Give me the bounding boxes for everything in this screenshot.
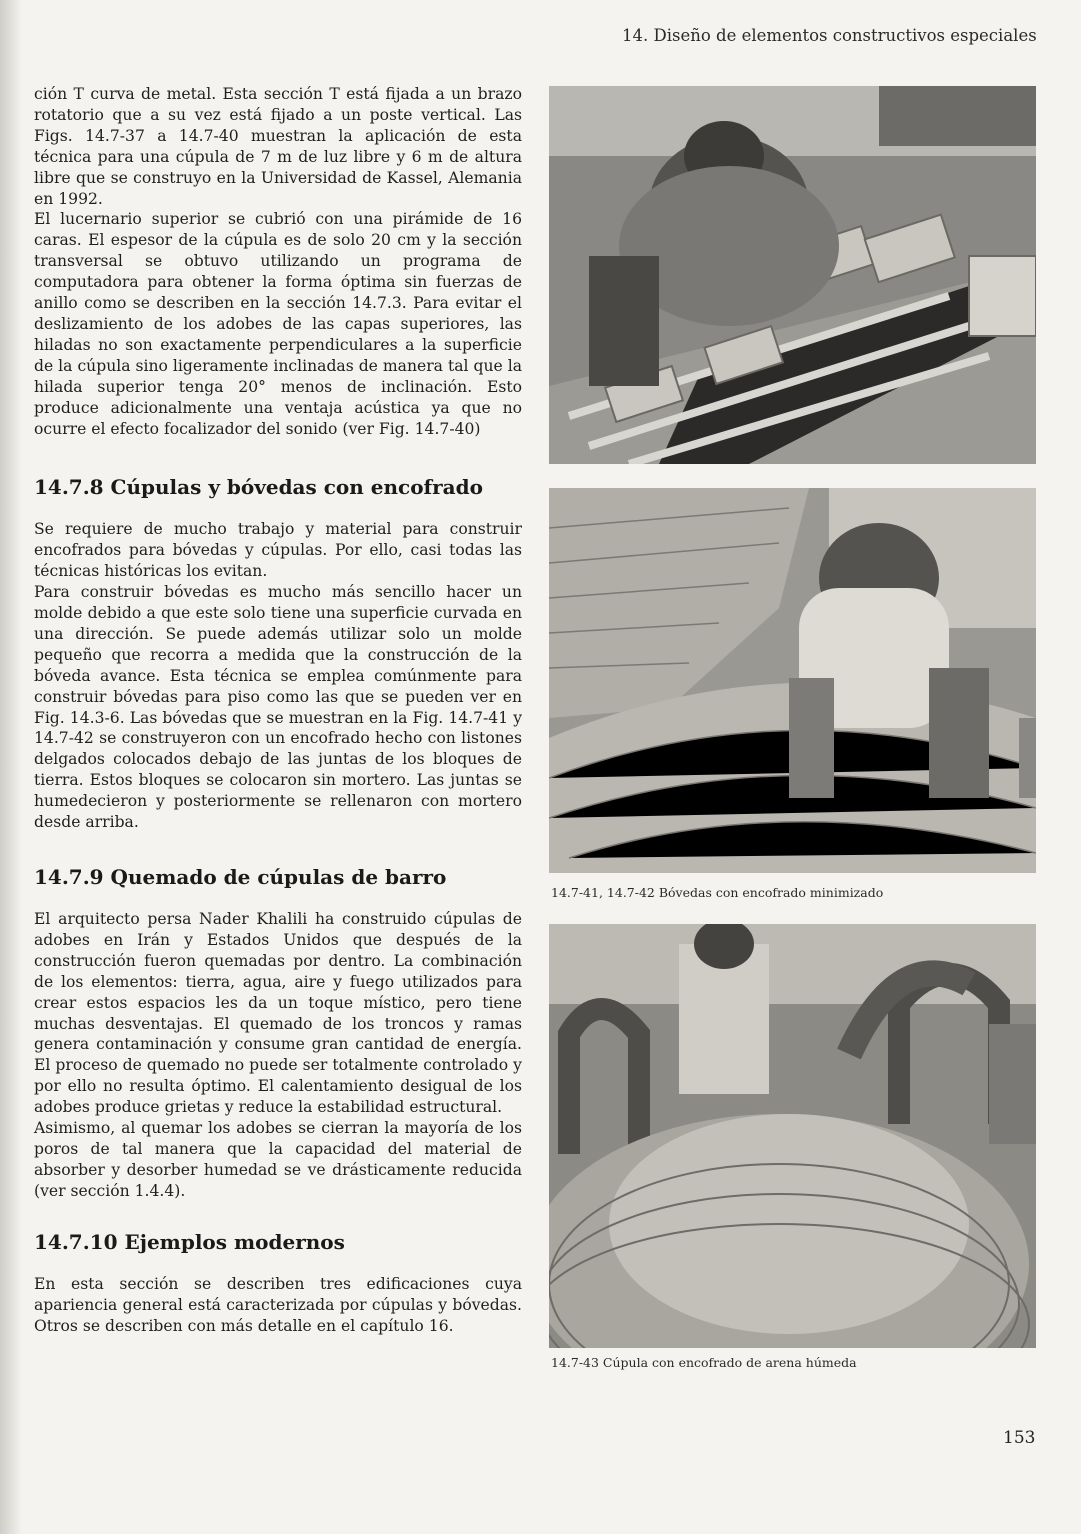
heading-14-7-10: 14.7.10 Ejemplos modernos — [34, 1229, 345, 1254]
paragraph-2: El lucernario superior se cubrió con una pirámide de 16 caras. El espesor de la cúpula es de solo 20 cm y la sección transversal se obtuvo utilizando un programa de computadora para obtener la forma óptima sin fuerzas de anillo como se describen en la sección 14.7.3. Para evitar el deslizamiento de los adobes de las capas superiores, las hiladas no son exactamente perpendiculares a la superficie de la cúpula sino ligeramente inclinadas de manera tal que la hilada superior tenga 20° menos de inclinación. Esto produce adicionalmente una ventaja acústica ya que no ocurre el efecto focalizador del sonido (ver Fig. 14.7-40) — [34, 210, 522, 438]
caption-fig-14-7-41-42: 14.7-41, 14.7-42 Bóvedas con encofrado minimizado — [551, 885, 884, 900]
photo-vault-worker — [549, 488, 1036, 873]
paragraph-6: Asimismo, al quemar los adobes se cierran la mayoría de los poros de tal manera que la capacidad del material de absorber y desorber humedad se ve drásticamente reducida (ver sección 1.4.4). — [34, 1119, 522, 1200]
page-number: 153 — [1003, 1428, 1036, 1448]
paragraph-3: Se requiere de mucho trabajo y material para construir encofrados para bóvedas y cúpulas. Por ello, casi todas las técnicas históricas los evitan. — [34, 520, 522, 581]
paragraph-7: En esta sección se describen tres edificaciones cuya apariencia general está caracterizada por cúpulas y bóvedas. Otros se describen con más detalle en el capítulo 16. — [34, 1274, 522, 1335]
photo-vault-formwork-top — [549, 86, 1036, 464]
photo-vault-formwork-top-image — [549, 86, 1036, 464]
heading-14-7-8: 14.7.8 Cúpulas y bóvedas con encofrado — [34, 475, 483, 500]
paragraph-5: El arquitecto persa Nader Khalili ha construido cúpulas de adobes en Irán y Estados Unidos que después de la construcción fueron quemadas por dentro. La combinación de los elementos: tierra, agua, aire y fuego utilizados para crear estos espacios les da un toque místico, pero tiene muchas desventajas. El quemado de los troncos y ramas genera contaminación y consume gran cantidad de energía. El proceso de quemado no puede ser totalmente controlado y por ello no resulta óptimo. El calentamiento desigual de los adobes produce grietas y reduce la estabilidad estructural. — [34, 910, 522, 1117]
heading-14-7-9: 14.7.9 Quemado de cúpulas de barro — [34, 865, 447, 889]
photo-dome-sand-formwork-image — [549, 924, 1036, 1348]
photo-vault-worker-image — [549, 488, 1036, 873]
paragraph-1: ción T curva de metal. Esta sección T está fijada a un brazo rotatorio que a su vez está fijado a un poste vertical. Las Figs. 14.7-37 a 14.7-40 muestran la aplicación de esta técnica para una cúpula de 7 m de luz libre y 6 m de altura libre que se construyo en la Universidad de Kassel, Alemania en 1992. — [34, 85, 522, 208]
photo-dome-sand-formwork — [549, 924, 1036, 1348]
running-header: 14. Diseño de elementos constructivos especiales — [622, 26, 1037, 45]
caption-fig-14-7-43: 14.7-43 Cúpula con encofrado de arena húmeda — [551, 1355, 857, 1370]
paragraph-4: Para construir bóvedas es mucho más sencillo hacer un molde debido a que este solo tiene una superficie curvada en una dirección. Se puede además utilizar solo un molde pequeño que recorra a medida que la construcción de la bóveda avance. Esta técnica se emplea comúnmente para construir bóvedas para piso como las que se pueden ver en Fig. 14.3-6. Las bóvedas que se muestran en la Fig. 14.7-41 y 14.7-42 se construyeron con un encofrado hecho con listones delgados colocados debajo de las juntas de los bloques de tierra. Estos bloques se colocaron sin mortero. Las juntas se humedecieron y posteriormente se rellenaron con mortero desde arriba. — [34, 583, 522, 832]
page-edge-shadow — [0, 0, 22, 1534]
text-column — [34, 84, 522, 1336]
